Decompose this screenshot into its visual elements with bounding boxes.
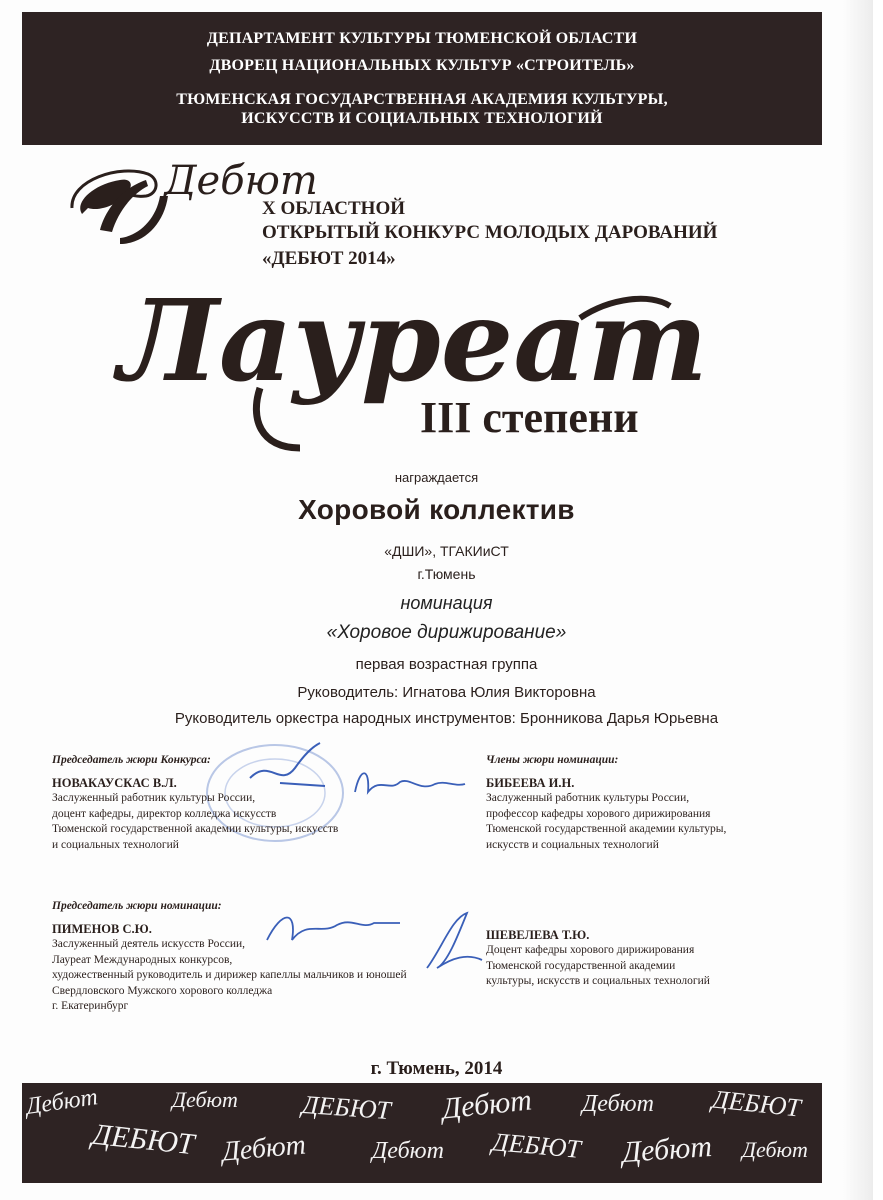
header-line-3: ТЮМЕНСКАЯ ГОСУДАРСТВЕННАЯ АКАДЕМИЯ КУЛЬТУРЫ, <box>176 91 668 108</box>
jury-chair-nomination-name: ПИМЕНОВ С.Ю. <box>52 922 152 936</box>
jury-members-desc-2: профессор кафедры хорового дирижирования <box>486 807 711 820</box>
header-band <box>22 12 822 145</box>
jury-member-2 <box>486 928 710 990</box>
pattern-word: Дебют <box>172 1087 238 1112</box>
jury-chair-nomination-desc-5: г. Екатеринбург <box>52 1000 129 1012</box>
pattern-word: ДЕБЮТ <box>490 1127 582 1164</box>
contest-line-2: ОТКРЫТЫЙ КОНКУРС МОЛОДЫХ ДАРОВАНИЙ <box>262 222 718 243</box>
jury-member-2-name: ШЕВЕЛЕВА Т.Ю. <box>486 928 590 942</box>
recipient-organization: «ДШИ», ТГАКИиСТ <box>384 543 509 559</box>
laureat-title: Лауреат <box>112 276 708 407</box>
jury-members-desc-1: Заслуженный работник культуры России, <box>486 792 690 804</box>
jury-chair-nomination-desc-3: художественный руководитель и дирижер капеллы мальчиков и юношей <box>52 969 407 981</box>
jury-members-desc-3: Тюменской государственной академии культуры, <box>486 823 727 835</box>
jury-chair-contest-desc-1: Заслуженный работник культуры России, <box>52 792 256 804</box>
jury-member-2-desc-2: Тюменской государственной академии <box>486 959 676 972</box>
jury-chair-nomination-desc-2: Лауреат Международных конкурсов, <box>52 953 233 966</box>
nomination-title: «Хоровое дирижирование» <box>326 622 567 643</box>
jury-members <box>486 754 726 853</box>
leader-line: Руководитель: Игнатова Юлия Викторовна <box>297 684 596 701</box>
signature-member <box>350 762 470 802</box>
jury-member-2-desc-3: культуры, искусств и социальных технологий <box>486 975 710 987</box>
jury-members-desc-4: искусств и социальных технологий <box>486 838 659 851</box>
recipient-name: Хоровой коллектив <box>298 494 575 525</box>
jury-chair-nomination-desc-4: Свердловского Мужского хорового колледжа <box>52 984 273 997</box>
jury-member-2-desc-1: Доцент кафедры хорового дирижирования <box>486 944 695 956</box>
header-line-1: ДЕПАРТАМЕНТ КУЛЬТУРЫ ТЮМЕНСКОЙ ОБЛАСТИ <box>206 30 638 47</box>
pattern-word: ДЕБЮТ <box>710 1084 803 1123</box>
issue-place-date: г. Тюмень, 2014 <box>370 1058 503 1079</box>
logo-text: Дебют <box>164 158 318 204</box>
pattern-word: Дебют <box>582 1091 654 1117</box>
pattern-word: ДЕБЮТ <box>90 1117 196 1162</box>
jury-members-header: Члены жюри номинации: <box>486 754 619 766</box>
jury-chair-contest-desc-3: Тюменской государственной академии культуры, искусств <box>52 823 339 835</box>
jury-chair-nomination-header: Председатель жюри номинации: <box>52 900 222 912</box>
pattern-word: Дебют <box>220 1129 308 1168</box>
debut-logo <box>60 150 318 250</box>
footer-pattern-band <box>22 1083 822 1183</box>
award-degree: III степени <box>420 393 639 442</box>
contest-line-3: «ДЕБЮТ 2014» <box>262 248 396 269</box>
pattern-word: Дебют <box>440 1083 534 1126</box>
nomination-label: номинация <box>400 593 493 613</box>
orchestra-leader-line: Руководитель оркестра народных инструментов: Бронникова Дарья Юрьевна <box>174 710 719 727</box>
pattern-word: Дебют <box>620 1129 713 1170</box>
pattern-word: ДЕБЮТ <box>301 1089 392 1126</box>
jury-members-name: БИБЕЕВА И.Н. <box>486 776 575 790</box>
pattern-word: Дебют <box>742 1137 808 1162</box>
jury-chair-contest-name: НОВАКАУСКАС В.Л. <box>52 776 177 790</box>
header-line-2: ДВОРЕЦ НАЦИОНАЛЬНЫХ КУЛЬТУР «СТРОИТЕЛЬ» <box>209 57 635 74</box>
age-group: первая возрастная группа <box>355 656 538 673</box>
jury-chair-contest-desc-2: доцент кафедры, директор колледжа искусств <box>52 807 277 820</box>
jury-chair-contest-header: Председатель жюри Конкурса: <box>52 754 211 766</box>
jury-chair-nomination <box>52 900 407 1015</box>
signature-member-2 <box>412 908 492 978</box>
contest-line-1: X ОБЛАСТНОЙ <box>262 198 406 219</box>
recipient-city: г.Тюмень <box>417 566 476 582</box>
jury-chair-nomination-desc-1: Заслуженный деятель искусств России, <box>52 938 246 950</box>
header-line-4: ИСКУССТВ И СОЦИАЛЬНЫХ ТЕХНОЛОГИЙ <box>241 110 603 127</box>
pattern-word: Дебют <box>24 1084 100 1120</box>
pattern-word: Дебют <box>372 1138 444 1164</box>
jury-chair-contest-desc-4: и социальных технологий <box>52 838 179 851</box>
awarded-label: награждается <box>394 470 479 485</box>
jury-chair-contest <box>52 754 338 853</box>
